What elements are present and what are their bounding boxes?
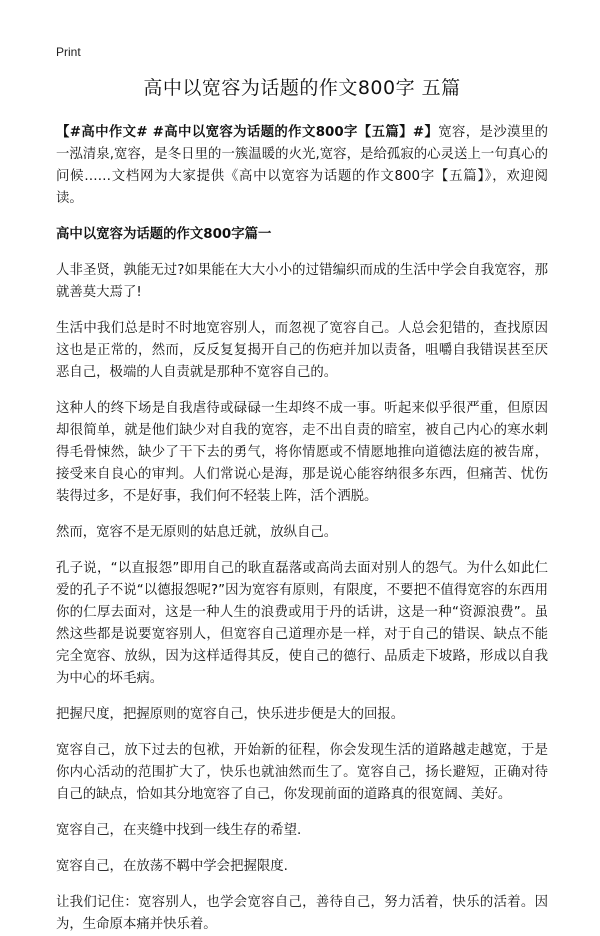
section-heading: 高中以宽容为话题的作文800字篇一: [56, 227, 272, 242]
page-title: 高中以宽容为话题的作文800字 五篇: [143, 77, 461, 99]
paragraph-3: 这种人的终下场是自我虐待或碌碌一生却终不成一事。听起来似乎很严重，但原因却很简单，就是他们缺少对自我的宽容，走不出自责的暗室，被自己内心的寒水剌得毛骨悚然，缺少了干下去的勇气，将你情愿或不情愿地推向道德法庭的被告席，接受来自良心的审判。人们常说心是海，那是说心能容纳很多东西，但痛苦、忧伤装得过多，不是好事，我们何不轻装上阵，活个洒脱。: [56, 401, 548, 504]
paragraph-10: 让我们记住：宽容别人，也学会宽容自己，善待自己，努力活着，快乐的活着。因为，生命原本痛并快乐着。: [56, 895, 548, 932]
paragraph-4: 然而，宽容不是无原则的姑息迁就，放纵自己。: [56, 525, 338, 540]
paragraph-5: 孔子说，“以直报怨”即用自己的耿直磊落或高尚去面对别人的怨气。为什么如此仁爱的孔子不说“以德报怨呢?”因为宽容有原则，有限度，不要把不值得宽容的东西用你的仁厚去面对，这是一种人生的浪费或用于丹的话讲，这是一种“资源浪费”。虽然这些都是说要宽容别人，但宽容自己道理亦是一样，对于自己的错误、缺点不能完全宽容、放纵，因为这样适得其反，使自己的德行、品质走下坡路，形成以自我为中心的坏毛病。: [56, 561, 548, 686]
paragraph-9: 宽容自己，在放荡不羁中学会把握限度.: [56, 859, 288, 874]
paragraph-8: 宽容自己，在夹缝中找到一线生存的希望.: [56, 823, 302, 838]
paragraph-6: 把握尺度，把握原则的宽容自己，快乐进步便是大的回报。: [56, 707, 405, 722]
intro-text: 宽容，是沙漠里的一泓清泉,宽容，是冬日里的一簇温暖的火光,宽容，是给孤寂的心灵送上一句真心的问候……文档网为大家提供《高中以宽容为话题的作文800字【五篇】》，欢迎阅读。: [56, 125, 549, 206]
paragraph-1: 人非圣贤，孰能无过?如果能在大大小小的过错编织而成的生活中学会自我宽容，那就善莫大焉了!: [56, 263, 548, 300]
paragraph-2: 生活中我们总是时不时地宽容别人，而忽视了宽容自己。人总会犯错的，查找原因这也是正常的，然而，反反复复揭开自己的伤疤并加以责备，咀嚼自我错误甚至厌恶自己，极端的人自责就是那种不宽容自己的。: [56, 321, 548, 380]
paragraph-7: 宽容自己，放下过去的包袱，开始新的征程，你会发现生活的道路越走越宽，于是你内心活动的范围扩大了，快乐也就油然而生了。宽容自己，扬长避短，正确对待自己的缺点，恰如其分地宽容了自己，你发现前面的道路真的很宽阔、美好。: [56, 743, 548, 802]
print-label: Print: [56, 45, 81, 59]
intro-paragraph: [56, 122, 548, 210]
intro-tags: 【#高中作文# #高中以宽容为话题的作文800字【五篇】#】: [56, 125, 439, 140]
